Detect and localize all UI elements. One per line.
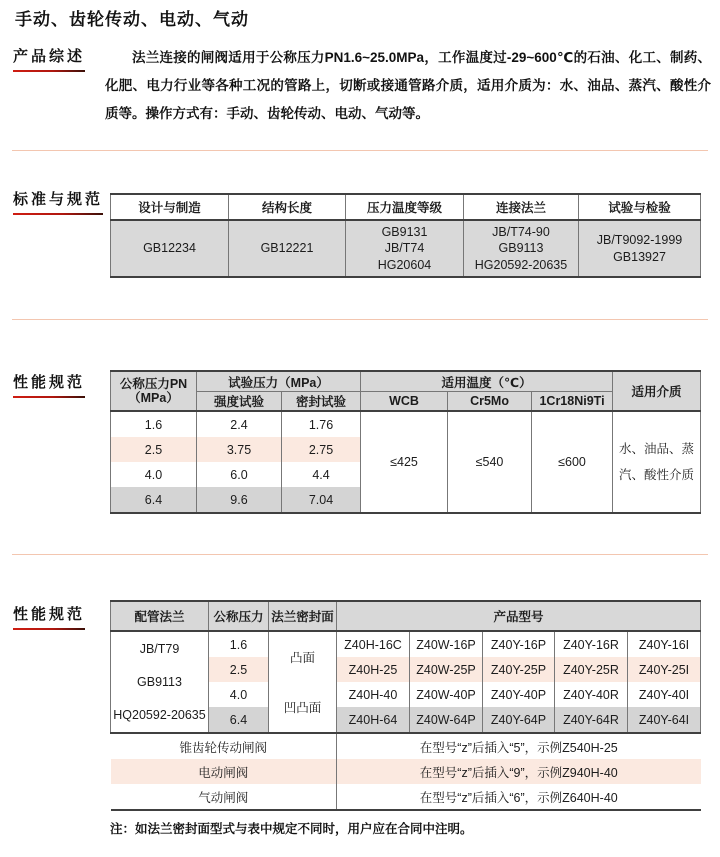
model-cell: Z40W-16P bbox=[410, 631, 483, 657]
standards-data-row bbox=[111, 220, 701, 277]
performance-table-models bbox=[110, 600, 701, 811]
cell-line: GB9113 bbox=[137, 674, 182, 689]
variant-label: 锥齿轮传动闸阀 bbox=[111, 733, 337, 759]
cell-line: GB13927 bbox=[613, 249, 666, 264]
table-cell: 6.4 bbox=[111, 487, 197, 513]
variant-label: 气动闸阀 bbox=[111, 784, 337, 810]
model-cell: Z40W-64P bbox=[410, 707, 483, 733]
variant-instruction: 在型号“z”后插入“5”，示例Z540H-25 bbox=[337, 733, 701, 759]
temp-limit-cell: ≤425 bbox=[361, 411, 448, 513]
perf1-header-row-1 bbox=[111, 371, 701, 392]
perf1-header-row-2 bbox=[111, 392, 701, 412]
table-cell bbox=[346, 220, 464, 277]
model-cell: Z40Y-16R bbox=[555, 631, 628, 657]
overview-paragraph: 法兰连接的闸阀适用于公称压力PN1.6~25.0MPa，工作温度过-29~600℃的石油、化工、制药、化肥、电力行业等各种工况的管路上，切断或接通管路介质，适用介质为：水、油品、蒸汽、酸性介质等。操作方式有：手动、齿轮传动、电动、气动等。 bbox=[105, 50, 711, 121]
model-cell: Z40Y-25P bbox=[483, 657, 555, 682]
page-title: 手动、齿轮传动、电动、气动 bbox=[15, 10, 249, 29]
cell-line: GB12234 bbox=[143, 241, 196, 256]
column-header-material: WCB bbox=[361, 392, 448, 412]
model-cell: Z40W-40P bbox=[410, 682, 483, 707]
cell-line: GB9131 bbox=[381, 224, 428, 239]
section-underline bbox=[13, 213, 103, 215]
table-cell: 7.04 bbox=[282, 487, 361, 513]
cell-line: HG20592-20635 bbox=[474, 257, 568, 272]
table-cell: 1.6 bbox=[111, 411, 197, 437]
section-label-standards bbox=[13, 188, 103, 215]
model-cell: Z40Y-16P bbox=[483, 631, 555, 657]
medium-cell: 水、油品、蒸汽、酸性介质 bbox=[613, 411, 701, 513]
table-cell: 4.0 bbox=[209, 682, 269, 707]
section-underline bbox=[13, 70, 85, 72]
cell-line: JB/T74-90 bbox=[492, 224, 550, 239]
variant-label: 电动闸阀 bbox=[111, 759, 337, 784]
column-header-seal: 密封试验 bbox=[282, 392, 361, 412]
table-cell bbox=[464, 220, 579, 277]
cell-line: （MPa） bbox=[128, 391, 179, 405]
model-cell: Z40Y-40I bbox=[628, 682, 701, 707]
column-header: 试验与检验 bbox=[579, 194, 701, 220]
table-cell bbox=[111, 220, 229, 277]
column-header: 连接法兰 bbox=[464, 194, 579, 220]
column-header-temperature: 适用温度（℃） bbox=[361, 371, 613, 392]
section-divider bbox=[12, 150, 708, 151]
variant-row bbox=[111, 784, 701, 810]
cell-line: JB/T9092-1999 bbox=[596, 233, 683, 247]
section-divider bbox=[12, 554, 708, 555]
column-header-strength: 强度试验 bbox=[197, 392, 282, 412]
section-label-overview bbox=[13, 45, 85, 72]
model-cell: Z40H-40 bbox=[337, 682, 410, 707]
column-header-models: 产品型号 bbox=[337, 601, 701, 631]
column-header-material: Cr5Mo bbox=[448, 392, 532, 412]
cell-line: JB/T79 bbox=[139, 641, 180, 656]
variant-instruction: 在型号“z”后插入“9”，示例Z940H-40 bbox=[337, 759, 701, 784]
cell-line: HG20604 bbox=[377, 257, 432, 272]
cell-line: 公称压力PN bbox=[119, 377, 188, 391]
model-cell: Z40H-16C bbox=[337, 631, 410, 657]
table-cell: 2.5 bbox=[209, 657, 269, 682]
variant-row bbox=[111, 733, 701, 759]
column-header-pn: 公称压力 bbox=[209, 601, 269, 631]
section-label-text: 标准与规范 bbox=[13, 191, 104, 208]
table-cell: 2.75 bbox=[282, 437, 361, 462]
section-label-text: 性能规范 bbox=[13, 374, 86, 391]
table-cell: 3.75 bbox=[197, 437, 282, 462]
table-cell bbox=[229, 220, 346, 277]
temp-limit-cell: ≤540 bbox=[448, 411, 532, 513]
variant-instruction: 在型号“z”后插入“6”，示例Z640H-40 bbox=[337, 784, 701, 810]
model-cell: Z40Y-16I bbox=[628, 631, 701, 657]
table-cell: 6.4 bbox=[209, 707, 269, 733]
column-header: 设计与制造 bbox=[111, 194, 229, 220]
model-cell: Z40Y-64P bbox=[483, 707, 555, 733]
performance-table-pressure bbox=[110, 370, 701, 514]
temp-limit-cell: ≤600 bbox=[532, 411, 613, 513]
column-header-pn bbox=[111, 371, 197, 411]
column-header-sealface: 法兰密封面 bbox=[269, 601, 337, 631]
table-cell: 9.6 bbox=[197, 487, 282, 513]
table-cell: 4.4 bbox=[282, 462, 361, 487]
seal-face-cell: 凸面 bbox=[269, 631, 337, 682]
section-underline bbox=[13, 396, 85, 398]
table-cell: 1.6 bbox=[209, 631, 269, 657]
cell-line: GB9113 bbox=[498, 241, 544, 256]
column-header-material: 1Cr18Ni9Ti bbox=[532, 392, 613, 412]
column-header-test-pressure: 试验压力（MPa） bbox=[197, 371, 361, 392]
section-label-performance2 bbox=[13, 603, 85, 630]
model-cell: Z40H-64 bbox=[337, 707, 410, 733]
section-divider bbox=[12, 319, 708, 320]
column-header: 压力温度等级 bbox=[346, 194, 464, 220]
table-cell: 4.0 bbox=[111, 462, 197, 487]
section-underline bbox=[13, 628, 85, 630]
model-cell: Z40Y-40P bbox=[483, 682, 555, 707]
column-header-medium: 适用介质 bbox=[613, 371, 701, 411]
perf2-data-row bbox=[111, 631, 701, 657]
section-label-text: 性能规范 bbox=[13, 606, 86, 623]
flange-standards-cell bbox=[111, 631, 209, 733]
standards-header-row bbox=[111, 194, 701, 220]
table-cell: 6.0 bbox=[197, 462, 282, 487]
model-cell: Z40Y-64R bbox=[555, 707, 628, 733]
footnote: 注：如法兰密封面型式与表中规定不同时，用户应在合同中注明。 bbox=[110, 822, 473, 836]
table-cell bbox=[579, 220, 701, 277]
model-cell: Z40Y-64I bbox=[628, 707, 701, 733]
perf1-data-row bbox=[111, 411, 701, 437]
model-cell: Z40W-25P bbox=[410, 657, 483, 682]
model-cell: Z40Y-25R bbox=[555, 657, 628, 682]
model-cell: Z40H-25 bbox=[337, 657, 410, 682]
column-header: 结构长度 bbox=[229, 194, 346, 220]
model-cell: Z40Y-40R bbox=[555, 682, 628, 707]
table-cell: 2.5 bbox=[111, 437, 197, 462]
standards-table bbox=[110, 193, 701, 278]
variant-row bbox=[111, 759, 701, 784]
column-header-flange: 配管法兰 bbox=[111, 601, 209, 631]
section-label-performance1 bbox=[13, 371, 85, 398]
cell-line: GB12221 bbox=[260, 241, 314, 256]
perf2-header-row bbox=[111, 601, 701, 631]
section-label-text: 产品综述 bbox=[13, 48, 86, 65]
cell-line: HQ20592-20635 bbox=[113, 707, 206, 722]
cell-line: JB/T74 bbox=[384, 241, 425, 256]
model-cell: Z40Y-25I bbox=[628, 657, 701, 682]
table-cell: 2.4 bbox=[197, 411, 282, 437]
seal-face-cell: 凹凸面 bbox=[269, 682, 337, 733]
table-cell: 1.76 bbox=[282, 411, 361, 437]
